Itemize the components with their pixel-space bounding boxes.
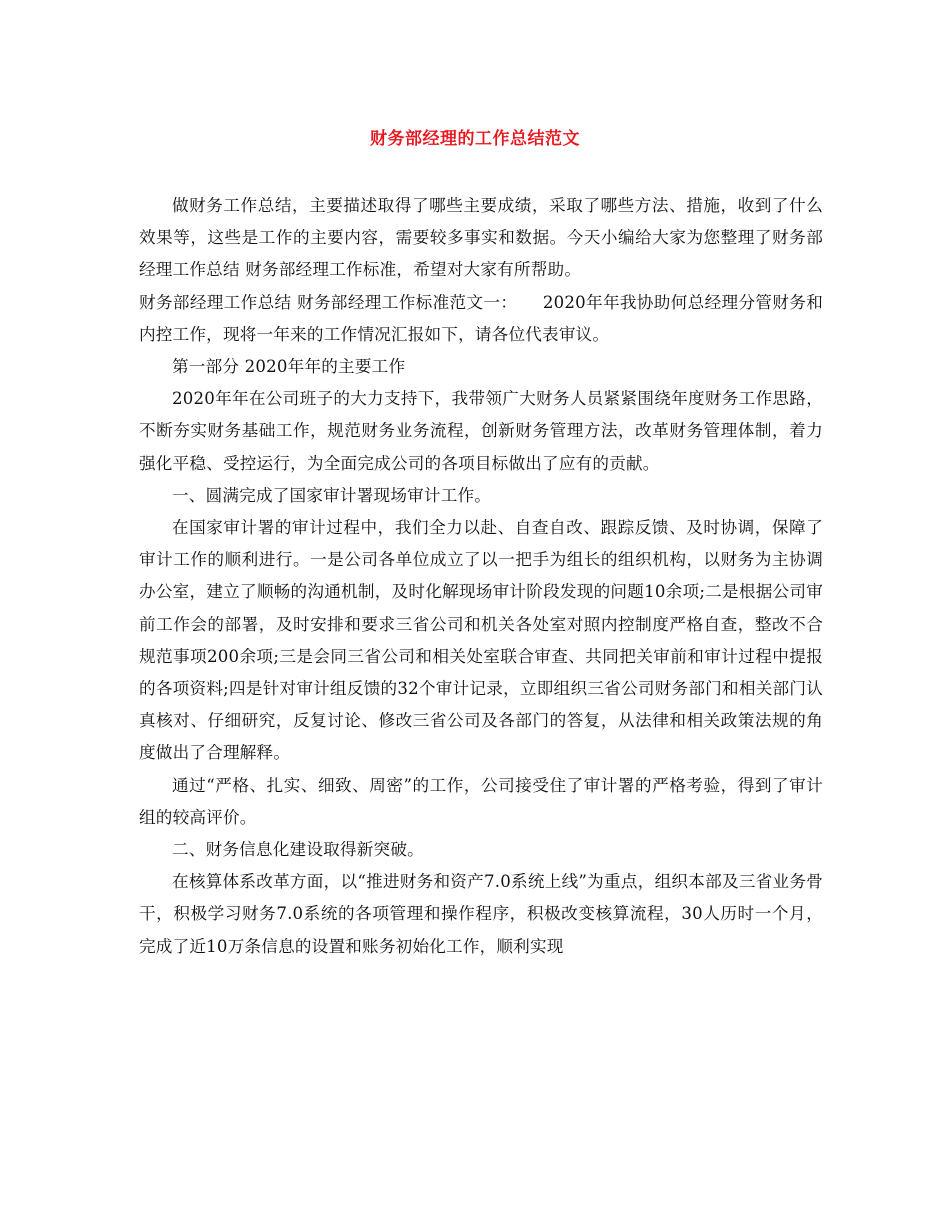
document-title: 财务部经理的工作总结范文 xyxy=(370,129,580,149)
paragraph-informatization: 在核算体系改革方面，以“推进财务和资产7.0系统上线”为重点，组织本部及三省业务骨干，积极学习财务7.0系统的各项管理和操作程序，积极改变核算流程，30人历时一个月，完成了近10万条信息的设置和账务初始化工作，顺利实现 xyxy=(139,872,823,956)
paragraph-sample-heading: 财务部经理工作总结 财务部经理工作标准范文一： 2020年年我协助何总经理分管财务和内控工作，现将一年来的工作情况汇报如下，请各位代表审议。 xyxy=(139,292,823,344)
paragraph-section-two-heading: 二、财务信息化建设取得新突破。 xyxy=(172,840,424,860)
paragraph-part-one-heading: 第一部分 2020年年的主要工作 xyxy=(172,357,406,377)
paragraph-intro: 做财务工作总结，主要描述取得了哪些主要成绩，采取了哪些方法、措施，收到了什么效果等，这些是工作的主要内容，需要较多事实和数据。今天小编给大家为您整理了财务部经理工作总结 财务部经理工作标准，希望对大家有所帮助。 xyxy=(139,196,823,280)
paragraph-audit-result: 通过“严格、扎实、细致、周密”的工作，公司接受住了审计署的严格考验，得到了审计组的较高评价。 xyxy=(139,775,823,827)
paragraph-section-one-heading: 一、圆满完成了国家审计署现场审计工作。 xyxy=(172,485,492,505)
document-body xyxy=(139,190,823,963)
paragraph-audit-details: 在国家审计署的审计过程中，我们全力以赴、自查自改、跟踪反馈、及时协调，保障了审计工作的顺利进行。一是公司各单位成立了以一把手为组长的组织机构，以财务为主协调办公室，建立了顺畅的沟通机制，及时化解现场审计阶段发现的问题10余项;二是根据公司审前工作会的部署，及时安排和要求三省公司和机关各处室对照内控制度严格自查，整改不合规范事项200余项;三是会同三省公司和相关处室联合审查、共同把关审前和审计过程中提报的各项资料;四是针对审计组反馈的32个审计记录，立即组织三省公司财务部门和相关部门认真核对、仔细研究，反复讨论、修改三省公司及各部门的答复，从法律和相关政策法规的角度做出了合理解释。 xyxy=(139,518,823,763)
paragraph-part-one-summary: 2020年年在公司班子的大力支持下，我带领广大财务人员紧紧围绕年度财务工作思路，不断夯实财务基础工作，规范财务业务流程，创新财务管理方法，改革财务管理体制，着力强化平稳、受控运行，为全面完成公司的各项目标做出了应有的贡献。 xyxy=(139,389,823,473)
